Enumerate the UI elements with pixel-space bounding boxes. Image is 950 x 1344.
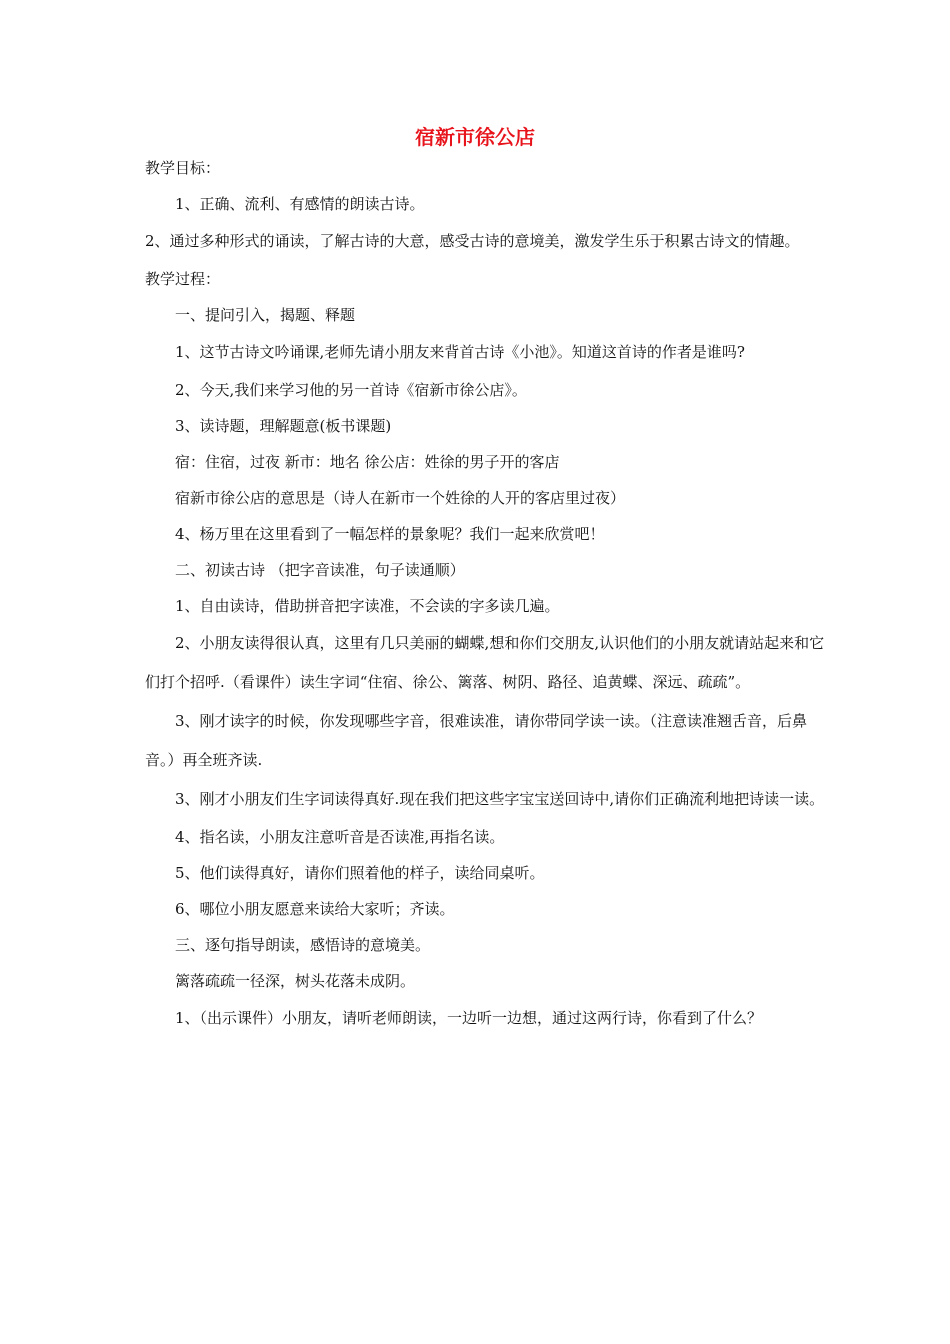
- paragraph: 3、刚才小朋友们生字词读得真好.现在我们把这些字宝宝送回诗中,请你们正确流利地把诗读一读。: [175, 790, 825, 808]
- paragraph: 1、（出示课件）小朋友，请听老师朗读，一边听一边想，通过这两行诗，你看到了什么？: [175, 1009, 763, 1027]
- paragraph: 教学目标：: [145, 159, 221, 177]
- paragraph: 4、杨万里在这里看到了一幅怎样的景象呢？我们一起来欣赏吧！: [175, 525, 605, 543]
- document-body: [145, 150, 825, 1038]
- paragraph: 4、指名读，小朋友注意听音是否读准,再指名读。: [175, 828, 505, 846]
- paragraph: 宿新市徐公店的意思是（诗人在新市一个姓徐的人开的客店里过夜）: [175, 489, 626, 507]
- paragraph: 三、逐句指导朗读，感悟诗的意境美。: [175, 936, 431, 954]
- paragraph: 宿：住宿，过夜 新市：地名 徐公店：姓徐的男子开的客店: [175, 453, 560, 471]
- paragraph: 1、正确、流利、有感情的朗读古诗。: [175, 195, 425, 213]
- paragraph: 5、他们读得真好，请你们照着他的样子，读给同桌听。: [175, 864, 545, 882]
- paragraph: 2、通过多种形式的诵读，了解古诗的大意，感受古诗的意境美，激发学生乐于积累古诗文的情趣。: [145, 232, 800, 250]
- paragraph: 3、刚才读字的时候，你发现哪些字音，很难读准，请你带同学读一读。（注意读准翘舌音，后鼻音。）再全班齐读.: [145, 712, 808, 769]
- paragraph: 二、初读古诗 （把字音读准，句子读通顺）: [175, 561, 465, 579]
- paragraph: 2、小朋友读得很认真，这里有几只美丽的蝴蝶,想和你们交朋友,认识他们的小朋友就请站起来和它们打个招呼.（看课件）读生字词“住宿、徐公、篱落、树阴、路径、追黄蝶、深远、疏疏”。: [145, 634, 825, 691]
- paragraph: 2、今天,我们来学习他的另一首诗《宿新市徐公店》。: [175, 381, 527, 399]
- paragraph: 篱落疏疏一径深，树头花落未成阴。: [175, 972, 416, 990]
- paragraph: 一、提问引入，揭题、释题: [175, 306, 356, 324]
- paragraph: 6、哪位小朋友愿意来读给大家听；齐读。: [175, 900, 455, 918]
- paragraph: 1、自由读诗，借助拼音把字读准，不会读的字多读几遍。: [175, 597, 560, 615]
- document-title: 宿新市徐公店: [415, 125, 535, 149]
- paragraph: 1、这节古诗文吟诵课,老师先请小朋友来背首古诗《小池》。知道这首诗的作者是谁吗?: [175, 343, 745, 361]
- paragraph: 教学过程：: [145, 270, 221, 288]
- paragraph: 3、读诗题，理解题意(板书课题): [175, 417, 392, 435]
